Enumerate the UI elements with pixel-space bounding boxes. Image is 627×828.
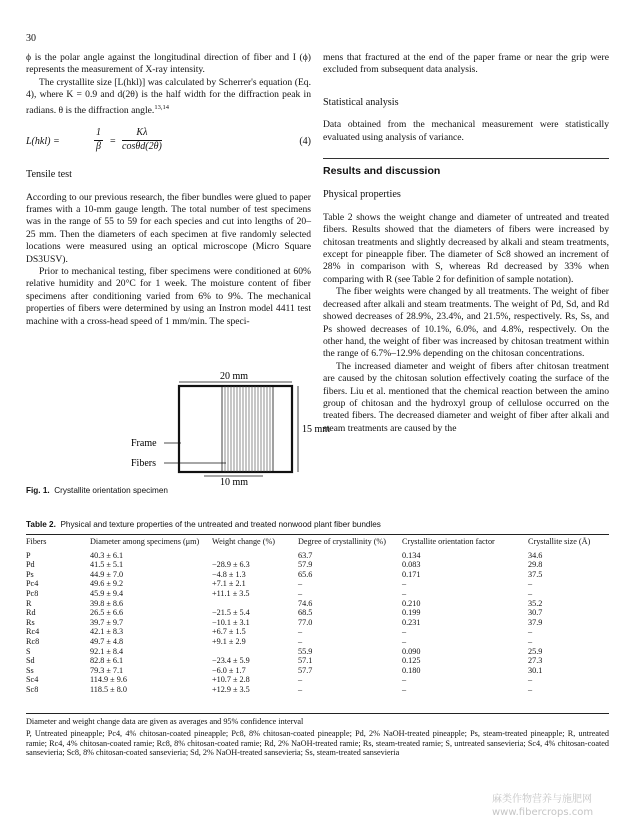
table-header-row xyxy=(26,537,609,551)
table-cell: +12.9 ± 3.5 xyxy=(212,684,250,694)
section-rule xyxy=(323,158,609,159)
paragraph-phi-definition: ϕ is the polar angle against the longitudinal direction of fiber and I (ϕ) represents the measurement of X-ray intensity. xyxy=(26,52,311,76)
table-cell: – xyxy=(402,627,407,637)
equation-number: (4) xyxy=(299,136,311,148)
table-cell: −23.4 ± 5.9 xyxy=(212,656,250,666)
table-cell: 34.6 xyxy=(528,550,543,560)
table-cell: S xyxy=(26,646,31,656)
watermark xyxy=(492,793,622,819)
table-cell: 79.3 ± 7.1 xyxy=(90,665,124,675)
table-cell: 57.7 xyxy=(298,665,313,675)
table-cell: 49.7 ± 4.8 xyxy=(90,636,124,646)
subheading-physical-properties: Physical properties xyxy=(323,189,401,201)
table-cell: Rd xyxy=(26,608,36,618)
table-bottom-rule xyxy=(26,713,609,714)
table-caption: Table 2. Physical and texture properties of the untreated and treated nonwood plant fiber bundles xyxy=(26,520,381,529)
equation-lhs: L(hkl) = xyxy=(26,136,60,148)
table-cell: 82.8 ± 6.1 xyxy=(90,656,124,666)
table-row xyxy=(26,608,609,618)
section-heading-results: Results and discussion xyxy=(323,165,441,178)
table-row xyxy=(26,560,609,570)
table-cell: 26.5 ± 6.6 xyxy=(90,608,124,618)
table-row xyxy=(26,656,609,666)
table-cell: – xyxy=(298,675,303,685)
table-cell: 0.199 xyxy=(402,608,421,618)
table-cell: – xyxy=(528,579,533,589)
table-cell: – xyxy=(298,684,303,694)
table-note-abbreviations: P, Untreated pineapple; Pc4, 4% chitosan-coated pineapple; Pc8, 8% chitosan-coated pineapple; Pd, 2% NaOH-treated pineapple; Ps, steam-treated pineapple; R, untreated ramie; Rc4, 4% chitosan-coated ramie; Rc8, 8% chitosan-coated ramie; Rd, 2% NaOH-treated ramie; Rs, steam-treated ramie; S, untreated sansevieria; Sc4, 4% chitosan-coated sansevieria; Sc8, 8% chitosan-coated sansevieria; Sd, 2% NaOH-treated sansevieria; Ss, steam-treated sansevieria xyxy=(26,728,609,758)
table-cell: Rs xyxy=(26,617,35,627)
table-cell: – xyxy=(528,636,533,646)
table-cell: 27.3 xyxy=(528,656,543,666)
table-cell: +6.7 ± 1.5 xyxy=(212,627,246,637)
table-cell: 68.5 xyxy=(298,608,313,618)
equation-fraction-1: $\frac{1}{\beta}$ xyxy=(96,127,101,152)
table-cell: 29.8 xyxy=(528,560,543,570)
table-cell: 77.0 xyxy=(298,617,313,627)
table-cell: – xyxy=(298,627,303,637)
table-row xyxy=(26,666,609,676)
paragraph-continuation: mens that fractured at the end of the paper frame or near the grip were excluded from subsequent data analysis. xyxy=(323,52,609,76)
label-frame: Frame xyxy=(131,438,157,449)
table-cell: Pc8 xyxy=(26,588,39,598)
paragraph-scherrer: The crystallite size [L(hkl)] was calculated by Scherrer's equation (Eq. 4), where K = 0.9 and d(2θ) is the half width for the diffraction peak in radians. θ is the diffraction angle.$^{13,14}$ xyxy=(26,76,311,116)
table-row xyxy=(26,618,609,628)
table-cell: 37.5 xyxy=(528,569,543,579)
table-cell: 57.1 xyxy=(298,656,313,666)
table-cell: – xyxy=(528,675,533,685)
table-cell: Ss xyxy=(26,665,34,675)
table-cell: – xyxy=(528,627,533,637)
right-column xyxy=(323,52,609,435)
table-cell: 40.3 ± 6.1 xyxy=(90,550,124,560)
table-cell: – xyxy=(402,588,407,598)
table-cell: 65.6 xyxy=(298,569,313,579)
table-cell: Sd xyxy=(26,656,35,666)
table-header-fibers: Fibers xyxy=(26,537,47,546)
table-cell: 39.7 ± 9.7 xyxy=(90,617,124,627)
table-row xyxy=(26,570,609,580)
table-cell: 0.090 xyxy=(402,646,421,656)
table-cell: 63.7 xyxy=(298,550,313,560)
table-row xyxy=(26,675,609,685)
table-header-weight-change: Weight change (%) xyxy=(212,537,275,546)
table-cell: 55.9 xyxy=(298,646,313,656)
table-cell: – xyxy=(298,588,303,598)
table-cell: −28.9 ± 6.3 xyxy=(212,560,250,570)
table-cell: – xyxy=(298,636,303,646)
table-cell: 35.2 xyxy=(528,598,543,608)
fiber-lines xyxy=(225,386,270,472)
table-cell: 0.134 xyxy=(402,550,421,560)
table-row xyxy=(26,685,609,695)
table-cell xyxy=(212,551,298,561)
table-cell: 0.180 xyxy=(402,665,421,675)
table-cell: – xyxy=(528,588,533,598)
paragraph-specimens: According to our previous research, the fiber bundles were glued to paper frames with a 10-mm gauge length. The total number of test specimens was in the range of 55 to 59 for each species and cut into lengths of 20–25 mm. Then the diameters of each specimen at five randomly selected locations were measured using an optical microscope (Micro Square DS3USV). xyxy=(26,191,311,265)
equation-4 xyxy=(26,127,311,155)
table-row xyxy=(26,551,609,561)
dimension-20mm: 20 mm xyxy=(219,371,249,382)
table-note-averages: Diameter and weight change data are given as averages and 95% confidence interval xyxy=(26,717,304,726)
table-row xyxy=(26,579,609,589)
table-cell: – xyxy=(402,684,407,694)
paragraph-chitosan-coating: The increased diameter and weight of fibers after chitosan treatment are caused by the chitosan solution effectively coating the surface of the fibers. Liu et al. mentioned that the chemical reaction between the amino group of chitosan and the hydroxyl group of cellulose occurred on the treated fibers. The decreased diameter and weight of fiber after alkali and steam treatments are caused by the xyxy=(323,360,609,434)
table-cell: 42.1 ± 8.3 xyxy=(90,627,124,637)
table-cell: Ps xyxy=(26,569,34,579)
table-cell: 57.9 xyxy=(298,560,313,570)
table-header-crystallite-size: Crystallite size (Å) xyxy=(528,537,591,546)
table-cell: Rc8 xyxy=(26,636,40,646)
subheading-tensile-test: Tensile test xyxy=(26,169,72,181)
figure-1 xyxy=(26,368,331,500)
table-cell: 118.5 ± 8.0 xyxy=(90,684,127,694)
paragraph-statistics: Data obtained from the mechanical measurement were statistically evaluated using analysis of variance. xyxy=(323,119,609,143)
table-cell: 30.7 xyxy=(528,608,543,618)
table-cell: −6.0 ± 1.7 xyxy=(212,665,246,675)
watermark-chinese: 麻类作物营养与施肥网 xyxy=(492,794,592,805)
table-cell: 114.9 ± 9.6 xyxy=(90,675,127,685)
table-cell: 41.5 ± 5.1 xyxy=(90,560,124,570)
table-cell: +9.1 ± 2.9 xyxy=(212,636,246,646)
paragraph-weight-change: The fiber weights were changed by all treatments. The weight of fiber decreased after alkali and steam treatments. The weight of Pd, Sd, and Rd showed decreases of 28.9%, 23.4%, and 21.5%, respectively. Rs, Ss, and Ps showed decreases of 10.1%, 6.0%, and 4.8%, respectively. On the other hand, the weight of fiber was increased by chitosan treatment within the range of 6.7%–12.9% depending on the chitosan concentrations. xyxy=(323,286,609,360)
page-number: 30 xyxy=(26,33,36,44)
left-column xyxy=(26,52,311,328)
table-cell: +7.1 ± 2.1 xyxy=(212,579,246,589)
table-cell: 0.083 xyxy=(402,560,421,570)
table-cell: Sc8 xyxy=(26,684,39,694)
table-cell: 30.1 xyxy=(528,665,543,675)
table-cell xyxy=(212,647,298,657)
table-cell: Pc4 xyxy=(26,579,39,589)
subheading-statistical-analysis: Statistical analysis xyxy=(323,96,399,108)
table-cell: 0.210 xyxy=(402,598,421,608)
table-cell: −21.5 ± 5.4 xyxy=(212,608,250,618)
table-cell: R xyxy=(26,598,32,608)
table-cell: 39.8 ± 8.6 xyxy=(90,598,124,608)
table-cell: 0.231 xyxy=(402,617,421,627)
table-cell: – xyxy=(402,636,407,646)
table-cell: – xyxy=(402,579,407,589)
table-cell: 45.9 ± 9.4 xyxy=(90,588,124,598)
table-cell: 44.9 ± 7.0 xyxy=(90,569,124,579)
table-notes xyxy=(26,717,609,760)
table-row xyxy=(26,589,609,599)
table-cell: 74.6 xyxy=(298,598,313,608)
table-row xyxy=(26,599,609,609)
table-cell: Sc4 xyxy=(26,675,39,685)
equation-equals: = xyxy=(110,136,116,148)
table-cell: – xyxy=(528,684,533,694)
table-cell: 25.9 xyxy=(528,646,543,656)
dimension-10mm: 10 mm xyxy=(220,477,249,488)
table-row xyxy=(26,637,609,647)
table-cell: Rc4 xyxy=(26,627,40,637)
watermark-url: www.fibercrops.com xyxy=(492,807,594,818)
table-cell: −4.8 ± 1.3 xyxy=(212,569,246,579)
table-cell: P xyxy=(26,550,31,560)
table-cell: 0.125 xyxy=(402,656,421,666)
table-header-orientation: Crystallite orientation factor xyxy=(402,537,495,546)
equation-fraction-2: $\frac{K\lambda}{\cos\theta d(2\theta)}$ xyxy=(122,127,162,152)
table-body xyxy=(26,551,609,695)
table-cell xyxy=(212,599,298,609)
table-header-diameter: Diameter among specimens (μm) xyxy=(90,537,200,546)
figure-caption: Fig. 1. Crystallite orientation specimen xyxy=(26,486,168,495)
table-cell: 49.6 ± 9.2 xyxy=(90,579,124,589)
table-cell: +10.7 ± 2.8 xyxy=(212,675,250,685)
table-cell: 92.1 ± 8.4 xyxy=(90,646,124,656)
table-cell: 37.9 xyxy=(528,617,543,627)
paper-frame xyxy=(179,386,292,472)
specimen-diagram xyxy=(26,368,331,488)
table-cell: −10.1 ± 3.1 xyxy=(212,617,250,627)
dimension-15mm: 15 mm xyxy=(302,424,331,435)
table-cell: 0.171 xyxy=(402,569,421,579)
paragraph-table2-summary: Table 2 shows the weight change and diameter of untreated and treated fibers. Results showed that the diameters of fibers were increased by chitosan treatments and slightly decreased by alkali and steam treatments, except for pineapple fiber. The diameter of Sc8 showed an increment of 28% in comparison with S, whereas Rd decreased by 33% when comparing with R (see Table 2 for definition of sample notation). xyxy=(323,211,609,285)
paragraph-conditioning: Prior to mechanical testing, fiber specimens were conditioned at 60% relative humidity and 20°C for 1 week. The moisture content of fiber specimens after conditioning varied from 6% to 9%. The mechanical properties of fibers were determined by using an Instron model 4411 test machine with a cross-head speed of 1 mm/min. The speci- xyxy=(26,266,311,327)
table-2 xyxy=(26,537,609,695)
table-top-rule xyxy=(26,534,609,535)
table-cell: – xyxy=(298,579,303,589)
table-cell: +11.1 ± 3.5 xyxy=(212,588,250,598)
label-fibers: Fibers xyxy=(131,458,156,469)
table-cell: – xyxy=(402,675,407,685)
table-cell: Pd xyxy=(26,560,35,570)
table-header-crystallinity: Degree of crystallinity (%) xyxy=(298,537,386,546)
table-row xyxy=(26,627,609,637)
table-row xyxy=(26,647,609,657)
